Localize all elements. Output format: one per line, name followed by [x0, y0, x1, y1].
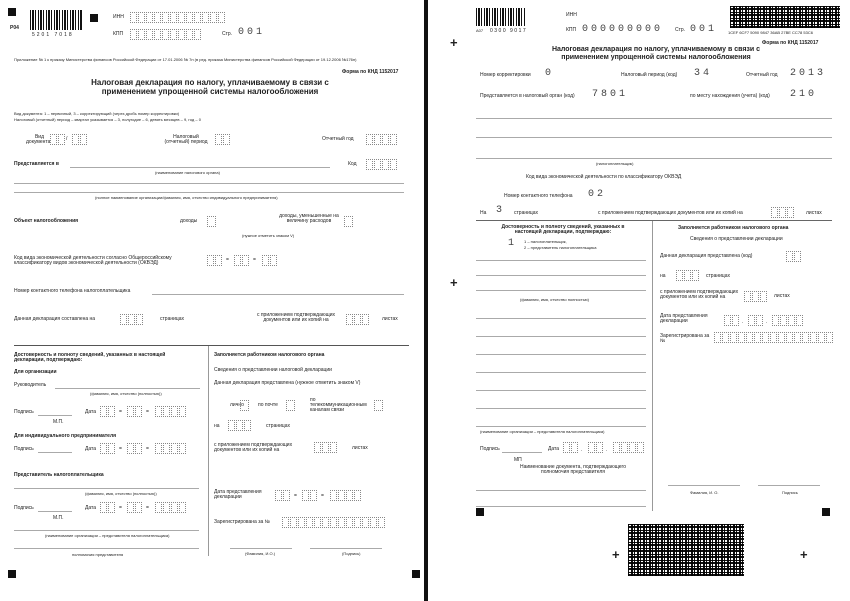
attach-cells[interactable] [771, 207, 795, 218]
kpp-cells[interactable] [130, 29, 202, 40]
fio-line-1 [476, 260, 646, 261]
fio-caption: (фамилия, имя, отчество (полностью)) [90, 391, 162, 396]
page-value: 001 [690, 24, 718, 35]
power-caption: полномочия представителя [72, 552, 124, 557]
fio-line-2 [476, 275, 646, 276]
rep-line [14, 488, 199, 489]
date-cells-2[interactable] [127, 406, 143, 417]
officer-sign-line [758, 485, 820, 486]
fio-line-3 [476, 290, 646, 291]
registered-label: Зарегистрирована за № [214, 519, 271, 525]
org-line-6 [476, 408, 646, 409]
registration-cross: + [450, 35, 458, 50]
taxpayer-line-2 [476, 137, 832, 138]
column-divider [208, 346, 209, 556]
corner-marker [412, 570, 420, 578]
submit-date-cells-1[interactable] [275, 490, 291, 501]
income-checkbox[interactable] [207, 216, 217, 227]
submission-info: Сведения о представлении налоговой декларации [214, 367, 332, 373]
officer-fio: (Фамилия, И.О.) [245, 551, 276, 556]
for-ip: Для индивидуального предпринимателя [14, 433, 117, 439]
page-value: 001 [238, 27, 266, 38]
hash-text: 1CEF 6CF7 5090 9847 36AB 27BE CC78 53C6 [728, 30, 813, 35]
sheets-label: листах [806, 210, 822, 216]
submit-date-cells-3[interactable] [330, 490, 362, 501]
ip-date-cells-2[interactable] [127, 443, 143, 454]
kpp-label: КПП [566, 27, 577, 33]
officer-sign: (Подпись) [342, 551, 361, 556]
ip-sign-line [38, 452, 72, 453]
head-line [55, 388, 200, 389]
form-code: Форма по КНД 1152017 [342, 69, 399, 75]
officer-attach-cells[interactable] [314, 442, 338, 453]
rep-date-cells-1[interactable] [100, 502, 116, 513]
pages-label: Данная декларация составлена на [14, 316, 96, 322]
pages-cells[interactable] [120, 314, 144, 325]
form-code: Форма по КНД 1152017 [762, 40, 819, 46]
corner-marker [476, 508, 484, 516]
org-caption: (наименование организации – представителя налогоплательщика) [480, 429, 605, 434]
corner-marker [822, 508, 830, 516]
rep-sign-label: Подпись [14, 505, 34, 511]
org-line-2 [476, 336, 646, 337]
sign-label: Подпись [480, 446, 500, 452]
date-submitted: Дата представления декларации [660, 313, 708, 324]
by-mail-label: по почте [258, 402, 278, 408]
authority-label: Представляется в налоговый орган (код) [480, 93, 575, 99]
tax-officer-title: Заполняется работником налогового органа [678, 225, 789, 231]
phone-label: Номер контактного телефона [504, 193, 573, 199]
section-divider [14, 345, 409, 346]
on-word: на [660, 273, 666, 279]
barcode [476, 8, 526, 26]
confirm-value: 1 [508, 238, 518, 249]
phone-line [152, 294, 404, 295]
rep-mp-label: М.П. [53, 515, 64, 521]
submitted-label: Представляется в [14, 161, 59, 167]
attach-label: с приложением подтверждающих документов или их копий на [256, 312, 336, 323]
year-label: Отчетный год [746, 72, 778, 78]
phone-value: 02 [588, 189, 607, 200]
sign-label: Подпись [14, 409, 34, 415]
attach-label: с приложением подтверждающих документов или их копий на [598, 210, 743, 216]
submit-date-cells-2[interactable] [748, 315, 764, 326]
attach-short: с приложением подтверждающих документов или их копий на [660, 289, 739, 300]
submit-date-cells-3[interactable] [772, 315, 804, 326]
section-divider [476, 220, 832, 221]
period-cells[interactable] [215, 134, 231, 145]
taxpayer-line-2 [14, 192, 404, 193]
pages-value: 3 [496, 205, 506, 216]
doc-type-label: Вид документа [26, 134, 51, 145]
okved-label: Код вида экономической деятельности по классификатору ОКВЭД [526, 174, 682, 180]
sheets-word: листах [352, 445, 368, 451]
ip-date-cells-3[interactable] [155, 443, 187, 454]
ip-sign-label: Подпись [14, 446, 34, 452]
okved-label: Код вида экономической деятельности согласно Общероссийскому классификатору видов экономической деятельности (ОКВЭД) [14, 255, 172, 266]
date-cells-3[interactable] [155, 406, 187, 417]
declaration-title: Налоговая декларация по налогу, уплачиваемому в связи с применением упрощенной системы налогообложения [551, 46, 761, 62]
registered-cells[interactable] [282, 517, 386, 528]
corner-marker [8, 8, 16, 16]
for-org: Для организации [14, 369, 57, 375]
page-label: Стр. [675, 27, 686, 33]
date-label: Дата [548, 446, 560, 452]
corner-marker [8, 570, 16, 578]
registered-cells[interactable] [714, 332, 834, 343]
confirm-title: Достоверность и полноту сведений, указанных в настоящей декларации, подтверждаю: [501, 224, 625, 235]
rep-date-label: Дата [85, 505, 97, 511]
inn-value: 000000000 [582, 24, 664, 35]
income-label: доходы [180, 218, 198, 224]
date-label: Дата [85, 409, 97, 415]
registration-cross: + [800, 547, 808, 562]
income-minus-label: доходы, уменьшенные на величину расходов [279, 213, 339, 224]
okved-cells-3[interactable] [262, 255, 278, 266]
ip-date-label: Дата [85, 446, 97, 452]
location-value: 210 [790, 89, 818, 100]
confirm-opt1: 1 – налогоплательщик, [524, 239, 567, 244]
authority-caption: (наименование налогового органа) [155, 170, 220, 175]
doc-line-2 [476, 506, 646, 507]
officer-fio-line [668, 485, 740, 486]
pages-label: страницах [514, 210, 539, 216]
taxpayer-line-1 [476, 118, 832, 119]
year-cells[interactable] [366, 134, 398, 145]
officer-fio: Фамилия, И. О. [690, 490, 719, 495]
doc-line-1 [476, 490, 646, 491]
doc-type-note: Вид документа: 1 – первичный, 3 – корректирующий (через дробь номер корректировки) [14, 111, 180, 116]
confirm-title: Достоверность и полноту сведений, указанных в настоящей декларации, подтверждаю: [14, 352, 166, 363]
attach-short: с приложением подтверждающих документов или их копий на [214, 442, 293, 453]
pages-word: страницах [706, 273, 731, 279]
tax-officer-title: Заполняется работником налогового органа [214, 352, 325, 358]
taxpayer-line-3 [476, 158, 832, 159]
registration-cross: + [612, 547, 620, 562]
officer-sign: Подпись [782, 490, 798, 495]
attach-cells[interactable] [346, 314, 370, 325]
inn-cells[interactable] [130, 12, 226, 23]
ip-date-cells-1[interactable] [100, 443, 116, 454]
submitted-code: Данная декларация представлена (код) [660, 253, 753, 259]
org-line-4 [476, 372, 646, 373]
corr-cells[interactable] [72, 134, 88, 145]
head-label: Руководитель [14, 382, 47, 388]
okved-cells-1[interactable] [207, 255, 223, 266]
org-line [14, 530, 199, 531]
column-divider [652, 221, 653, 511]
object-label: Объект налогообложения [14, 218, 79, 224]
in-person-checkbox[interactable] [240, 400, 250, 411]
period-label: Налоговый период (код) [621, 72, 678, 78]
mark-caption: (нужное отметить знаком V) [242, 233, 295, 238]
officer-sign-line [310, 548, 382, 549]
date-cells-3[interactable] [613, 442, 645, 453]
year-label: Отчетный год [322, 136, 354, 142]
inn-label: ИНН [566, 12, 577, 18]
rep-sign-line [38, 511, 72, 512]
barcode [30, 10, 82, 30]
date-cells-2[interactable] [588, 442, 604, 453]
registration-cross: + [450, 275, 458, 290]
taxpayer-caption: (полное наименование организации/фамилия, имя, отчество индивидуального предпринимателя) [95, 195, 278, 200]
kpp-label: КПП [113, 31, 124, 37]
in-person-label: лично [230, 402, 244, 408]
power-line [14, 548, 199, 549]
sign-line [38, 415, 72, 416]
sheets-label: листах [382, 316, 398, 322]
corr-label: Номер корректировки [480, 72, 531, 78]
org-line-1 [476, 318, 646, 319]
org-line-5 [476, 390, 646, 391]
sign-line [502, 452, 542, 453]
submit-date-cells-1[interactable] [724, 315, 740, 326]
corr-value: 0 [545, 68, 555, 79]
by-mail-checkbox[interactable] [286, 400, 296, 411]
submission-info: Сведения о представлении декларации [690, 236, 783, 242]
officer-fio-line [230, 548, 292, 549]
inn-label: ИНН [113, 14, 124, 20]
rep-fio-caption: (фамилия, имя, отчество (полностью)) [85, 491, 157, 496]
authority-value: 7801 [592, 89, 629, 100]
page-code: А07 [476, 28, 484, 33]
declaration-title: Налоговая декларация по налогу, уплачиваемому в связи с применением упрощенной системы налогообложения [91, 78, 329, 97]
authority-code-cells[interactable] [366, 159, 398, 170]
data-barcode [628, 524, 744, 576]
date-cells-1[interactable] [563, 442, 579, 453]
org-name-caption: (наименование организации – представителя налогоплательщика) [45, 533, 170, 538]
pages-word: страницах [266, 423, 291, 429]
on-label: на [214, 423, 220, 429]
okved-cells-2[interactable] [234, 255, 250, 266]
officer-pages-cells[interactable] [676, 270, 700, 281]
registered-label: Зарегистрирована за № [660, 333, 710, 344]
doc-type-cells[interactable] [50, 134, 66, 145]
period-label: Налоговый (отчетный) период [164, 134, 208, 145]
mp-label: М.П. [53, 419, 64, 425]
org-line-3 [476, 354, 646, 355]
declaration-page-filled: А07 0300 9017 + + ИНН 000000000 КПП Стр. 001 1CEF 6CF7 5090 9847 36AB 27BE CC78 53C6 Форма по КНД 1152017 Налоговая декларация по налогу, уплачиваемому в связи с применением упрощенной системы налогообложения Номер корректировки 0 Налоговый период (код) 34 Отчетный год 2013 Представляется в налоговый орган (код) 7801 по месту нахождения (учета) (код) 210 (налогоплательщик) Код вида экономической деятельности по классификатору ОКВЭД Номер контактного телефона 02 На 3 страницах с приложением подтверждающих документов или их копий на листах Достоверность и полноту сведений, указанных в настоящей декларации, подтверждаю: 1 1 – налогоплательщик, 2 – представитель налогоплательщика (фамилия, имя, отчество полностью) (наименование организации – представителя налогоплательщика) Подпись Дата . . МП Наименование документа, подтверждающего полномочия представителя Заполняется работником налогового органа Сведения о представлении декларации Данная декларация представлена (код) на страницах с приложением подтверждающих документов или их копий на листах Дата представления декларации . . Зарегистрирована за № Фамилия, И. О. Подпись + + [428, 0, 850, 601]
by-telecom-checkbox[interactable] [374, 400, 384, 411]
date-cells-1[interactable] [100, 406, 116, 417]
date-submitted: Дата представления декларации [214, 489, 262, 500]
confirm-opt2: 2 – представитель налогоплательщика [524, 245, 597, 250]
barcode-number: 0300 9017 [490, 28, 528, 34]
declaration-page-blank: Р04 5201 7018 ИНН КПП Стр. 001 Приложение № 1 к приказу Министерства финансов Российской Федерации от 17.01.2006 № 7н (в ред. приказа Министерства финансов Российской Федерации от 19.12.2006 №176н) Форма по КНД 1152017 Налоговая декларация по налогу, уплачиваемому в связи с применением упрощенной системы налогообложения Вид документа: 1 – первичный, 3 – корректирующий (через дробь номер корректировки) Налоговый (отчетный) период – квартал указывается – 3, полугодие – 6, девять месяцев – 9, год – 0 Вид документа / Налоговый (отчетный) период Отчетный год Представляется в (наименование налогового органа) Код (полное наименование организации/фамилия, имя, отчество индивидуального предпринимателя) Объект налогообложения доходы доходы, уменьшенные на величину расходов (нужное отметить знаком V) Код вида экономической деятельности согласно Общероссийскому классификатору видов экономической деятельности (ОКВЭД) = = Номер контактного телефона налогоплательщика Данная декларация составлена на страницах с приложением подтверждающих документов или их копий на листах Достоверность и полноту сведений, указанных в настоящей декларации, подтверждаю: Для организации Руководитель (фамилия, имя, отчество (полностью)) Подпись Дата = = М.П. Для индивидуального предпринимателя Подпись Дата = = Представитель налогоплательщика (фамилия, имя, отчество (полностью)) Подпись Дата = = М.П. (наименование организации – представителя налогоплательщика) полномочия представителя Заполняется работником налогового органа Сведения о представлении налоговой декларации Данная декларация представлена (нужное отметить знаком V) лично по почте по телекоммуникационным каналам связи на страницах с приложением подтверждающих документов или их копий на листах Дата представления декларации = = Зарегистрирована за № (Фамилия, И.О.) (Подпись) [0, 0, 424, 601]
page-label: Стр. [222, 31, 233, 37]
mp-label: МП [514, 457, 522, 463]
submitted-how: Данная декларация представлена (нужное отметить знаком V) [214, 380, 361, 386]
fio-caption: (фамилия, имя, отчество полностью) [520, 297, 590, 302]
taxpayer-caption: (налогоплательщик) [596, 161, 634, 166]
pages-suffix: страницах [160, 316, 185, 322]
rep-date-cells-3[interactable] [155, 502, 187, 513]
authority-line [70, 167, 330, 168]
order-note: Приложение № 1 к приказу Министерства финансов Российской Федерации от 17.01.2006 № 7н (в ред. приказа Министерства финансов Российской Федерации от 19.12.2006 №176н) [14, 57, 357, 62]
submit-date-cells-2[interactable] [302, 490, 318, 501]
phone-label: Номер контактного телефона налогоплательщика [14, 288, 131, 294]
corner-marker [90, 14, 98, 22]
on-label: На [480, 210, 487, 216]
officer-attach-cells[interactable] [744, 291, 768, 302]
rep-label: Представитель налогоплательщика [14, 472, 104, 478]
code-label: Код [348, 161, 357, 167]
data-barcode [730, 6, 840, 28]
barcode-number: 5201 7018 [32, 32, 74, 38]
year-value: 2013 [790, 68, 827, 79]
taxpayer-line-1 [14, 183, 404, 184]
submitted-code-cells[interactable] [786, 251, 802, 262]
income-minus-checkbox[interactable] [344, 216, 354, 227]
by-telecom-label: по телекоммуникационным каналам связи [310, 397, 367, 413]
officer-pages-cells[interactable] [228, 420, 252, 431]
page-code: Р04 [10, 25, 19, 31]
doc-caption: Наименование документа, подтверждающего полномочия представителя [519, 464, 627, 475]
period-value: 34 [694, 68, 713, 79]
location-label: по месту нахождения (учета) (код) [690, 93, 770, 99]
rep-date-cells-2[interactable] [127, 502, 143, 513]
org-line-7 [476, 426, 646, 427]
sheets-word: листах [774, 293, 790, 299]
period-note: Налоговый (отчетный) период – квартал указывается – 3, полугодие – 6, девять месяцев – 9, год – 0 [14, 117, 201, 122]
